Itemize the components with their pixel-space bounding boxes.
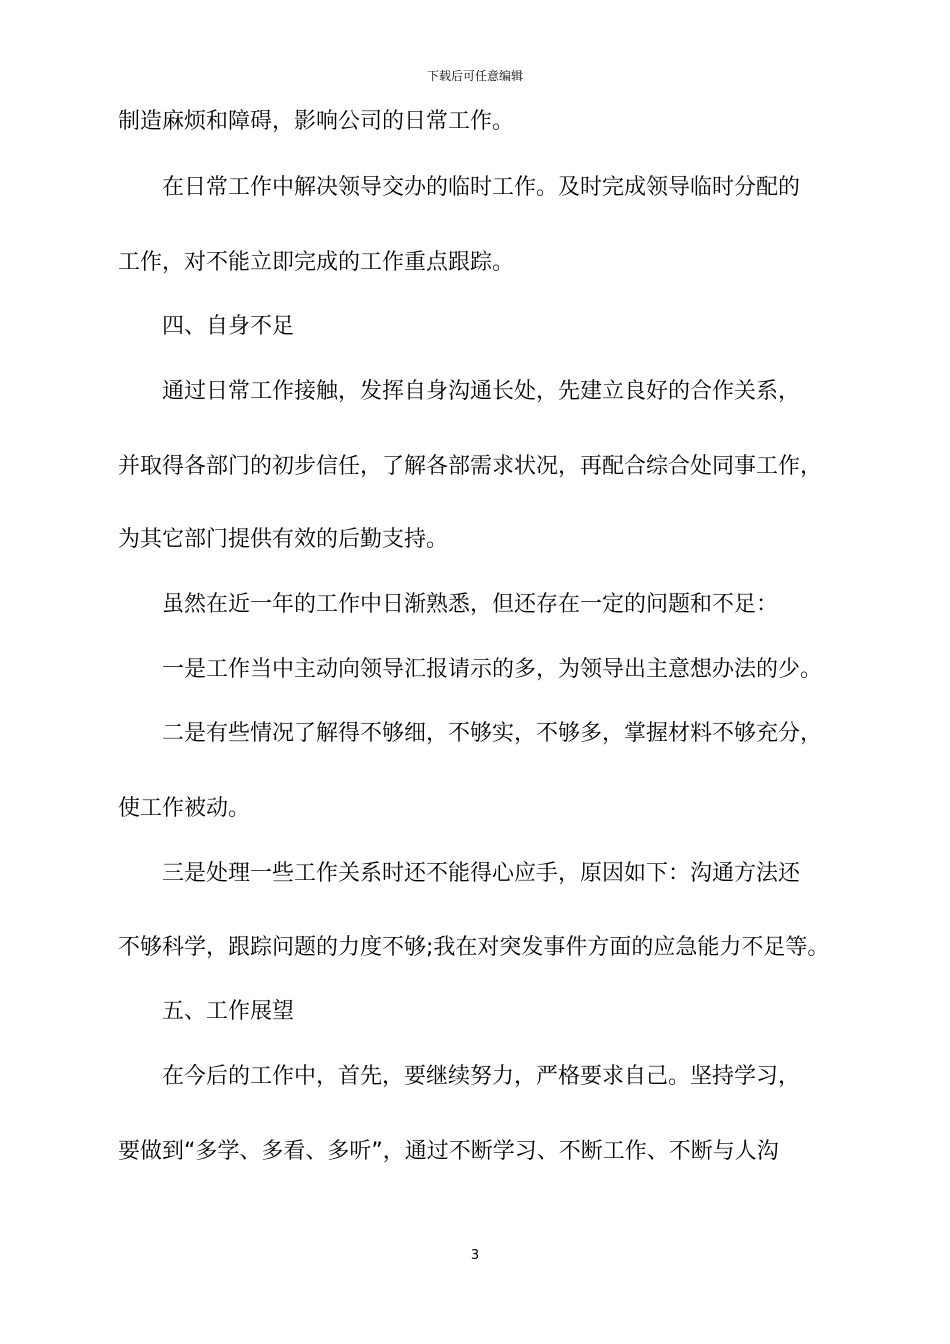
page-number: 3 [470, 1248, 480, 1263]
body-line: 虽然在近一年的工作中日渐熟悉，但还存在一定的问题和不足： [162, 592, 779, 617]
body-line: 在今后的工作中，首先，要继续努力，严格要求自己。坚持学习， [162, 1064, 801, 1089]
section-heading: 五、工作展望 [162, 999, 295, 1024]
body-line: 并取得各部门的初步信任，了解各部需求状况，再配合综合处同事工作， [118, 454, 823, 479]
section-heading: 四、自身不足 [162, 314, 295, 339]
body-line: 要做到“多学、多看、多听”，通过不断学习、不断工作、不断与人沟 [118, 1139, 779, 1164]
body-line: 制造麻烦和障碍，影响公司的日常工作。 [118, 109, 515, 134]
body-line: 三是处理一些工作关系时还不能得心应手，原因如下：沟通方法还 [162, 861, 801, 886]
body-line: 一是工作当中主动向领导汇报请示的多，为领导出主意想办法的少。 [162, 657, 823, 682]
body-line: 工作，对不能立即完成的工作重点跟踪。 [118, 250, 515, 275]
body-line: 不够科学，跟踪问题的力度不够;我在对突发事件方面的应急能力不足等。 [118, 935, 830, 960]
body-line: 使工作被动。 [118, 796, 251, 821]
body-line: 为其它部门提供有效的后勤支持。 [118, 527, 449, 552]
page-header: 下载后可任意编辑 [426, 69, 523, 83]
body-line: 通过日常工作接触，发挥自身沟通长处，先建立良好的合作关系， [162, 379, 801, 404]
body-line: 二是有些情况了解得不够细，不够实，不够多，掌握材料不够充分， [162, 721, 823, 746]
body-line: 在日常工作中解决领导交办的临时工作。及时完成领导临时分配的 [162, 175, 801, 200]
